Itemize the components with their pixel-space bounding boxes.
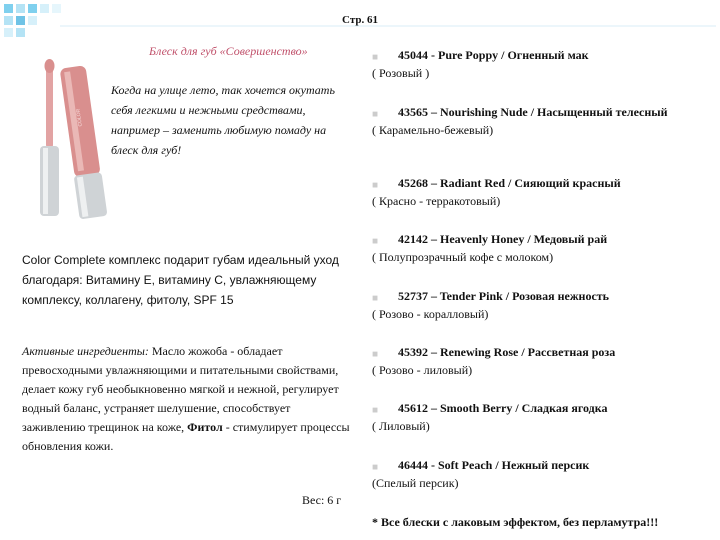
- shade-name: 45044 - Pure Poppy / Огненный мак: [398, 48, 589, 62]
- footnote: * Все блески с лаковым эффектом, без перламутра!!!: [372, 515, 659, 529]
- shade-desc: ( Розовый ): [372, 66, 430, 80]
- shade-item: [372, 458, 712, 491]
- shade-desc: ( Карамельно-бежевый): [372, 123, 494, 137]
- shade-item: [372, 48, 712, 81]
- svg-text:COLOR: COLOR: [75, 108, 84, 127]
- shade-item: [372, 401, 712, 434]
- shade-item: [372, 176, 712, 209]
- shade-item: [372, 105, 712, 138]
- shade-desc: ( Полупрозрачный кофе с молоком): [372, 250, 554, 264]
- shade-item: [372, 345, 712, 378]
- shade-desc: ( Красно - терракотовый): [372, 194, 501, 208]
- shade-desc: ( Лиловый): [372, 419, 430, 433]
- shade-name: 45392 – Renewing Rose / Рассветная роза: [398, 345, 616, 359]
- bullet-icon: ■: [372, 349, 379, 360]
- shade-name: 45612 – Smooth Berry / Сладкая ягодка: [398, 401, 608, 415]
- ingredients-label: Активные ингредиенты:: [22, 344, 149, 358]
- complex-text: Color Complete комплекс подарит губам идеальный уход благодаря: Витамину Е, витамину С, увлажняющему комплексу, коллагену, фитолу, SPF 15: [22, 253, 339, 307]
- phytol-name: Фитол: [187, 420, 223, 434]
- shade-name: 46444 - Soft Peach / Нежный персик: [398, 458, 590, 472]
- shade-desc: ( Розово - коралловый): [372, 307, 489, 321]
- bullet-icon: ■: [372, 462, 379, 473]
- bullet-icon: ■: [372, 293, 379, 304]
- weight-text: Вес: 6 г: [302, 493, 342, 507]
- shade-name: 52737 – Tender Pink / Розовая нежность: [398, 289, 610, 303]
- shade-item: [372, 289, 712, 322]
- bullet-icon: ■: [372, 405, 379, 416]
- shade-name: 42142 – Heavenly Honey / Медовый рай: [398, 232, 608, 246]
- shade-item: [372, 232, 712, 265]
- bullet-icon: ■: [372, 180, 379, 191]
- shade-name: 45268 – Radiant Red / Сияющий красный: [398, 176, 621, 190]
- bullet-icon: ■: [372, 109, 379, 120]
- jojoba-text: - обладает превосходными увлажняющими и питательными свойствами, делает кожу губ необыкновенно мягкой и нежной, регулирует водный баланс, устраняет шелушение, способствует заживлению трещинок на коже,: [22, 344, 339, 434]
- shade-desc: ( Розово - лиловый): [372, 363, 473, 377]
- intro-text: Когда на улице лето, так хочется окутать себя легкими и нежными средствами, например – заменить любимую помаду на блеск для губ!: [111, 83, 335, 157]
- product-title: Блеск для губ «Совершенство»: [149, 44, 308, 58]
- shade-desc: (Спелый персик): [372, 476, 459, 490]
- lip-gloss-image: [16, 56, 116, 226]
- bullet-icon: ■: [372, 52, 379, 63]
- bullet-icon: ■: [372, 236, 379, 247]
- shade-name: 43565 – Nourishing Nude / Насыщенный телесный: [398, 105, 668, 119]
- ingredients-paragraph: [22, 342, 352, 456]
- jojoba-name: Масло жожоба: [151, 344, 228, 358]
- page-number: Стр. 61: [342, 14, 378, 26]
- phytol-text: - стимулирует процессы обновления кожи.: [22, 420, 350, 453]
